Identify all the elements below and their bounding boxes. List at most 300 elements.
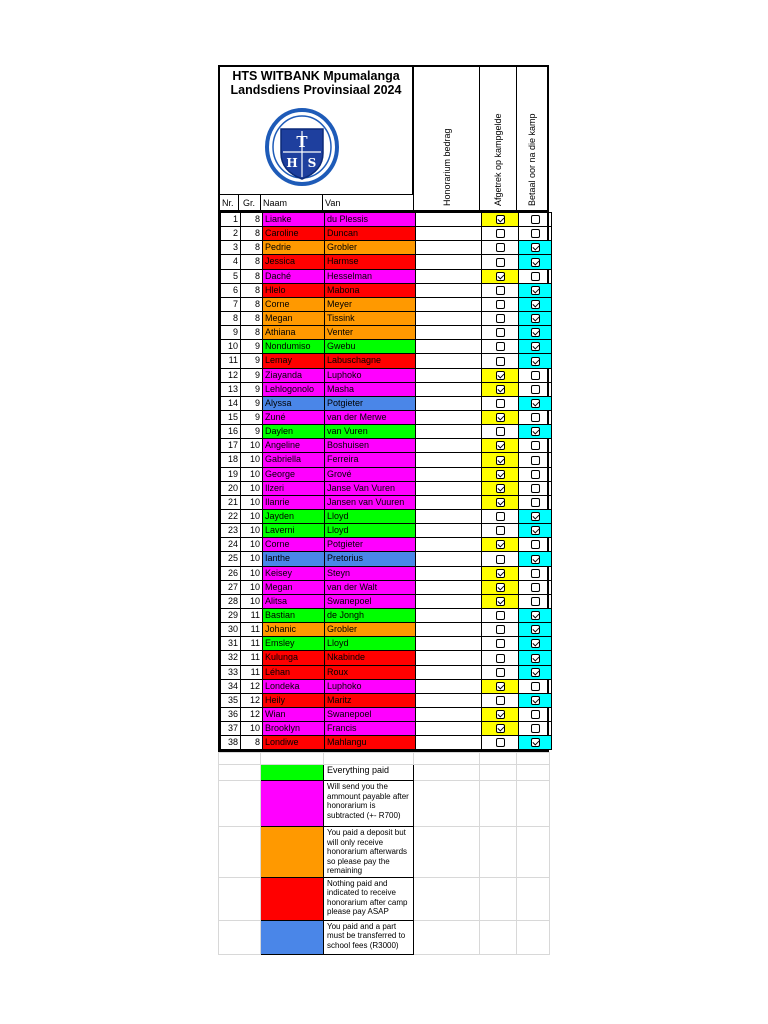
betaal-checkbox[interactable] bbox=[531, 639, 540, 648]
row-number-cell: 28 bbox=[221, 594, 241, 608]
betaal-checkbox[interactable] bbox=[531, 456, 540, 465]
afgetrek-checkbox[interactable] bbox=[496, 654, 505, 663]
row-number-cell: 9 bbox=[221, 326, 241, 340]
table-row bbox=[221, 538, 552, 552]
grade-cell: 10 bbox=[241, 481, 263, 495]
betaal-checkbox[interactable] bbox=[531, 668, 540, 677]
afgetrek-checkbox[interactable] bbox=[496, 243, 505, 252]
row-number-cell: 24 bbox=[221, 538, 241, 552]
legend-blank-cell bbox=[414, 877, 480, 920]
legend-row bbox=[219, 765, 550, 781]
row-number-cell: 38 bbox=[221, 736, 241, 750]
first-name-cell: Ziayanda bbox=[263, 368, 325, 382]
afgetrek-cell bbox=[482, 382, 519, 396]
honorarium-cell bbox=[416, 608, 482, 622]
betaal-cell bbox=[519, 495, 552, 509]
afgetrek-checkbox[interactable] bbox=[496, 456, 505, 465]
afgetrek-checkbox[interactable] bbox=[496, 724, 505, 733]
honorarium-cell bbox=[416, 368, 482, 382]
afgetrek-checkbox[interactable] bbox=[496, 569, 505, 578]
afgetrek-cell bbox=[482, 495, 519, 509]
honorarium-cell bbox=[416, 623, 482, 637]
betaal-checkbox[interactable] bbox=[531, 385, 540, 394]
grade-cell: 10 bbox=[241, 580, 263, 594]
surname-cell: Lloyd bbox=[325, 524, 416, 538]
betaal-cell bbox=[519, 340, 552, 354]
afgetrek-cell bbox=[482, 608, 519, 622]
grade-cell: 10 bbox=[241, 552, 263, 566]
table-row bbox=[221, 722, 552, 736]
afgetrek-checkbox[interactable] bbox=[496, 470, 505, 479]
surname-cell: Grobler bbox=[325, 623, 416, 637]
honorarium-cell bbox=[416, 311, 482, 325]
table-row bbox=[221, 297, 552, 311]
table-row bbox=[221, 736, 552, 750]
first-name-cell: Keisey bbox=[263, 566, 325, 580]
afgetrek-checkbox[interactable] bbox=[496, 258, 505, 267]
table-row bbox=[221, 594, 552, 608]
surname-cell: Ferreira bbox=[325, 453, 416, 467]
afgetrek-cell bbox=[482, 410, 519, 424]
betaal-checkbox[interactable] bbox=[531, 258, 540, 267]
first-name-cell: Athiana bbox=[263, 326, 325, 340]
row-number-cell: 6 bbox=[221, 283, 241, 297]
surname-cell: Mabona bbox=[325, 283, 416, 297]
honorarium-cell bbox=[416, 566, 482, 580]
first-name-cell: Ilanrie bbox=[263, 495, 325, 509]
title-block bbox=[218, 65, 413, 194]
betaal-cell bbox=[519, 439, 552, 453]
afgetrek-checkbox[interactable] bbox=[496, 371, 505, 380]
betaal-checkbox[interactable] bbox=[531, 342, 540, 351]
afgetrek-checkbox[interactable] bbox=[496, 286, 505, 295]
afgetrek-checkbox[interactable] bbox=[496, 498, 505, 507]
table-row bbox=[221, 495, 552, 509]
afgetrek-checkbox[interactable] bbox=[496, 342, 505, 351]
honorarium-cell bbox=[416, 665, 482, 679]
betaal-cell bbox=[519, 283, 552, 297]
betaal-checkbox[interactable] bbox=[531, 625, 540, 634]
honorarium-cell bbox=[416, 269, 482, 283]
table-row bbox=[221, 509, 552, 523]
legend-blank-cell bbox=[517, 920, 550, 954]
betaal-checkbox[interactable] bbox=[531, 399, 540, 408]
betaal-checkbox[interactable] bbox=[531, 328, 540, 337]
afgetrek-checkbox[interactable] bbox=[496, 385, 505, 394]
col-label-gr: Gr. bbox=[238, 194, 260, 210]
legend-blank-cell bbox=[517, 877, 550, 920]
legend-row bbox=[219, 827, 550, 878]
afgetrek-checkbox[interactable] bbox=[496, 441, 505, 450]
betaal-checkbox[interactable] bbox=[531, 498, 540, 507]
betaal-checkbox[interactable] bbox=[531, 597, 540, 606]
row-number-cell: 27 bbox=[221, 580, 241, 594]
afgetrek-cell bbox=[482, 693, 519, 707]
betaal-checkbox[interactable] bbox=[531, 484, 540, 493]
afgetrek-checkbox[interactable] bbox=[496, 682, 505, 691]
first-name-cell: Jessica bbox=[263, 255, 325, 269]
row-number-cell: 33 bbox=[221, 665, 241, 679]
betaal-cell bbox=[519, 326, 552, 340]
afgetrek-cell bbox=[482, 538, 519, 552]
surname-cell: Labuschagne bbox=[325, 354, 416, 368]
first-name-cell: Megan bbox=[263, 311, 325, 325]
first-name-cell: Jayden bbox=[263, 509, 325, 523]
legend-blank-cell bbox=[414, 920, 480, 954]
first-name-cell: Nondumiso bbox=[263, 340, 325, 354]
sheet-subtitle: Landsdiens Provinsiaal 2024 bbox=[230, 83, 402, 97]
afgetrek-cell bbox=[482, 665, 519, 679]
betaal-cell bbox=[519, 241, 552, 255]
first-name-cell: Corne bbox=[263, 297, 325, 311]
betaal-cell bbox=[519, 552, 552, 566]
honorarium-cell bbox=[416, 227, 482, 241]
first-name-cell: Londiwe bbox=[263, 736, 325, 750]
legend-swatch bbox=[261, 920, 324, 954]
betaal-checkbox[interactable] bbox=[531, 229, 540, 238]
afgetrek-checkbox[interactable] bbox=[496, 639, 505, 648]
legend-text: You paid a deposit but will only receive honorarium afterwards so please pay the remaining bbox=[324, 827, 414, 878]
betaal-cell bbox=[519, 396, 552, 410]
afgetrek-checkbox[interactable] bbox=[496, 583, 505, 592]
afgetrek-cell bbox=[482, 552, 519, 566]
afgetrek-cell bbox=[482, 623, 519, 637]
row-number-cell: 14 bbox=[221, 396, 241, 410]
legend-blank-cell bbox=[414, 781, 480, 827]
surname-cell: Steyn bbox=[325, 566, 416, 580]
afgetrek-checkbox[interactable] bbox=[496, 300, 505, 309]
betaal-checkbox[interactable] bbox=[531, 300, 540, 309]
legend-text: Nothing paid and indicated to receive honorarium after camp please pay ASAP bbox=[324, 877, 414, 920]
honorarium-cell bbox=[416, 326, 482, 340]
grade-cell: 8 bbox=[241, 213, 263, 227]
table-row bbox=[221, 693, 552, 707]
betaal-cell bbox=[519, 665, 552, 679]
surname-cell: Grové bbox=[325, 467, 416, 481]
table-row bbox=[221, 651, 552, 665]
legend-blank-cell bbox=[480, 781, 517, 827]
table-row bbox=[221, 552, 552, 566]
first-name-cell: Wian bbox=[263, 707, 325, 721]
betaal-checkbox[interactable] bbox=[531, 272, 540, 281]
afgetrek-checkbox[interactable] bbox=[496, 555, 505, 564]
surname-cell: Potgieter bbox=[325, 538, 416, 552]
afgetrek-checkbox[interactable] bbox=[496, 484, 505, 493]
first-name-cell: Daché bbox=[263, 269, 325, 283]
grade-cell: 8 bbox=[241, 297, 263, 311]
betaal-checkbox[interactable] bbox=[531, 470, 540, 479]
betaal-checkbox[interactable] bbox=[531, 286, 540, 295]
legend-row bbox=[219, 920, 550, 954]
legend-blank-cell bbox=[219, 753, 261, 765]
row-number-cell: 26 bbox=[221, 566, 241, 580]
betaal-checkbox[interactable] bbox=[531, 696, 540, 705]
grade-cell: 10 bbox=[241, 594, 263, 608]
betaal-cell bbox=[519, 255, 552, 269]
betaal-checkbox[interactable] bbox=[531, 540, 540, 549]
table-row bbox=[221, 608, 552, 622]
row-number-cell: 2 bbox=[221, 227, 241, 241]
betaal-checkbox[interactable] bbox=[531, 215, 540, 224]
first-name-cell: Angeline bbox=[263, 439, 325, 453]
row-number-cell: 17 bbox=[221, 439, 241, 453]
grade-cell: 10 bbox=[241, 509, 263, 523]
legend-text: You paid and a part must be transferred to school fees (R3000) bbox=[324, 920, 414, 954]
roster-table-frame bbox=[218, 210, 549, 752]
honorarium-cell bbox=[416, 679, 482, 693]
honorarium-cell bbox=[416, 495, 482, 509]
svg-text:T: T bbox=[296, 133, 308, 151]
afgetrek-cell bbox=[482, 637, 519, 651]
svg-text:H: H bbox=[286, 156, 298, 170]
afgetrek-cell bbox=[482, 736, 519, 750]
afgetrek-checkbox[interactable] bbox=[496, 229, 505, 238]
honorarium-cell bbox=[416, 439, 482, 453]
first-name-cell: Corne bbox=[263, 538, 325, 552]
afgetrek-checkbox[interactable] bbox=[496, 526, 505, 535]
table-row bbox=[221, 665, 552, 679]
row-number-cell: 18 bbox=[221, 453, 241, 467]
legend-blank-cell bbox=[414, 753, 480, 765]
afgetrek-checkbox[interactable] bbox=[496, 272, 505, 281]
row-number-cell: 32 bbox=[221, 651, 241, 665]
table-row bbox=[221, 481, 552, 495]
honorarium-cell bbox=[416, 651, 482, 665]
first-name-cell: Laverni bbox=[263, 524, 325, 538]
legend-blank-cell bbox=[517, 753, 550, 765]
surname-cell: Francis bbox=[325, 722, 416, 736]
afgetrek-checkbox[interactable] bbox=[496, 512, 505, 521]
first-name-cell: Heily bbox=[263, 693, 325, 707]
afgetrek-cell bbox=[482, 524, 519, 538]
first-name-cell: Megan bbox=[263, 580, 325, 594]
first-name-cell: Lianke bbox=[263, 213, 325, 227]
surname-cell: Swanepoel bbox=[325, 594, 416, 608]
honorarium-cell bbox=[416, 594, 482, 608]
col-label-naam: Naam bbox=[260, 194, 322, 210]
betaal-cell bbox=[519, 707, 552, 721]
betaal-checkbox[interactable] bbox=[531, 526, 540, 535]
afgetrek-checkbox[interactable] bbox=[496, 215, 505, 224]
legend-swatch bbox=[261, 765, 324, 781]
afgetrek-cell bbox=[482, 566, 519, 580]
table-row bbox=[221, 368, 552, 382]
surname-cell: van Vuren bbox=[325, 425, 416, 439]
betaal-cell bbox=[519, 722, 552, 736]
legend-swatch bbox=[261, 827, 324, 878]
betaal-checkbox[interactable] bbox=[531, 357, 540, 366]
surname-cell: Boshuisen bbox=[325, 439, 416, 453]
afgetrek-checkbox[interactable] bbox=[496, 427, 505, 436]
surname-cell: Luphoko bbox=[325, 368, 416, 382]
grade-cell: 10 bbox=[241, 524, 263, 538]
first-name-cell: Lehlogonolo bbox=[263, 382, 325, 396]
first-name-cell: Daylen bbox=[263, 425, 325, 439]
row-number-cell: 25 bbox=[221, 552, 241, 566]
afgetrek-cell bbox=[482, 213, 519, 227]
afgetrek-checkbox[interactable] bbox=[496, 357, 505, 366]
betaal-cell bbox=[519, 608, 552, 622]
first-name-cell: Gabriella bbox=[263, 453, 325, 467]
afgetrek-cell bbox=[482, 297, 519, 311]
first-name-cell: Londeka bbox=[263, 679, 325, 693]
first-name-cell: Zuné bbox=[263, 410, 325, 424]
legend-blank-cell bbox=[517, 765, 550, 781]
afgetrek-checkbox[interactable] bbox=[496, 413, 505, 422]
grade-cell: 11 bbox=[241, 637, 263, 651]
table-row bbox=[221, 354, 552, 368]
first-name-cell: Pedrie bbox=[263, 241, 325, 255]
afgetrek-checkbox[interactable] bbox=[496, 668, 505, 677]
betaal-cell bbox=[519, 679, 552, 693]
table-row bbox=[221, 340, 552, 354]
afgetrek-cell bbox=[482, 439, 519, 453]
honorarium-cell bbox=[416, 637, 482, 651]
betaal-checkbox[interactable] bbox=[531, 654, 540, 663]
honorarium-cell bbox=[416, 340, 482, 354]
betaal-cell bbox=[519, 637, 552, 651]
table-row bbox=[221, 311, 552, 325]
surname-cell: Jansen van Vuuren bbox=[325, 495, 416, 509]
surname-cell: van der Merwe bbox=[325, 410, 416, 424]
legend-spacer-row bbox=[219, 753, 550, 765]
row-number-cell: 4 bbox=[221, 255, 241, 269]
afgetrek-cell bbox=[482, 679, 519, 693]
betaal-checkbox[interactable] bbox=[531, 710, 540, 719]
legend-blank-cell bbox=[480, 765, 517, 781]
honorarium-cell bbox=[416, 425, 482, 439]
row-number-cell: 10 bbox=[221, 340, 241, 354]
honorarium-cell bbox=[416, 382, 482, 396]
afgetrek-checkbox[interactable] bbox=[496, 540, 505, 549]
grade-cell: 10 bbox=[241, 439, 263, 453]
betaal-checkbox[interactable] bbox=[531, 413, 540, 422]
surname-cell: Maritz bbox=[325, 693, 416, 707]
row-number-cell: 35 bbox=[221, 693, 241, 707]
surname-cell: Potgieter bbox=[325, 396, 416, 410]
betaal-checkbox[interactable] bbox=[531, 611, 540, 620]
betaal-checkbox[interactable] bbox=[531, 243, 540, 252]
honorarium-cell bbox=[416, 736, 482, 750]
row-number-cell: 13 bbox=[221, 382, 241, 396]
col-header-honorarium-label: Honorarium bedrag bbox=[441, 128, 452, 206]
table-row bbox=[221, 396, 552, 410]
betaal-checkbox[interactable] bbox=[531, 555, 540, 564]
grade-cell: 11 bbox=[241, 623, 263, 637]
row-number-cell: 29 bbox=[221, 608, 241, 622]
afgetrek-checkbox[interactable] bbox=[496, 738, 505, 747]
betaal-cell bbox=[519, 524, 552, 538]
legend-blank-cell bbox=[324, 753, 414, 765]
grade-cell: 12 bbox=[241, 679, 263, 693]
legend-text: Everything paid bbox=[324, 765, 414, 781]
first-name-cell: Caroline bbox=[263, 227, 325, 241]
row-number-cell: 11 bbox=[221, 354, 241, 368]
first-name-cell: Alitsa bbox=[263, 594, 325, 608]
afgetrek-checkbox[interactable] bbox=[496, 597, 505, 606]
afgetrek-cell bbox=[482, 509, 519, 523]
afgetrek-cell bbox=[482, 283, 519, 297]
table-row bbox=[221, 637, 552, 651]
surname-cell: Gwebu bbox=[325, 340, 416, 354]
afgetrek-checkbox[interactable] bbox=[496, 696, 505, 705]
afgetrek-checkbox[interactable] bbox=[496, 399, 505, 408]
surname-cell: Lloyd bbox=[325, 509, 416, 523]
grade-cell: 10 bbox=[241, 566, 263, 580]
honorarium-cell bbox=[416, 453, 482, 467]
betaal-checkbox[interactable] bbox=[531, 569, 540, 578]
betaal-checkbox[interactable] bbox=[531, 427, 540, 436]
table-row bbox=[221, 707, 552, 721]
legend-blank-cell bbox=[219, 827, 261, 878]
afgetrek-checkbox[interactable] bbox=[496, 611, 505, 620]
grade-cell: 11 bbox=[241, 665, 263, 679]
col-label-nr: Nr. bbox=[218, 194, 238, 210]
table-row bbox=[221, 227, 552, 241]
grade-cell: 9 bbox=[241, 396, 263, 410]
betaal-cell bbox=[519, 410, 552, 424]
afgetrek-checkbox[interactable] bbox=[496, 314, 505, 323]
honorarium-cell bbox=[416, 524, 482, 538]
surname-cell: Hesselman bbox=[325, 269, 416, 283]
honorarium-cell bbox=[416, 297, 482, 311]
betaal-checkbox[interactable] bbox=[531, 512, 540, 521]
row-number-cell: 19 bbox=[221, 467, 241, 481]
honorarium-cell bbox=[416, 467, 482, 481]
betaal-checkbox[interactable] bbox=[531, 441, 540, 450]
svg-text:S: S bbox=[307, 156, 317, 170]
afgetrek-checkbox[interactable] bbox=[496, 328, 505, 337]
legend-blank-cell bbox=[480, 753, 517, 765]
grade-cell: 8 bbox=[241, 326, 263, 340]
betaal-checkbox[interactable] bbox=[531, 583, 540, 592]
afgetrek-checkbox[interactable] bbox=[496, 625, 505, 634]
surname-cell: Luphoko bbox=[325, 679, 416, 693]
afgetrek-cell bbox=[482, 227, 519, 241]
table-row bbox=[221, 326, 552, 340]
surname-cell: Meyer bbox=[325, 297, 416, 311]
betaal-checkbox[interactable] bbox=[531, 738, 540, 747]
grade-cell: 8 bbox=[241, 227, 263, 241]
afgetrek-checkbox[interactable] bbox=[496, 710, 505, 719]
betaal-cell bbox=[519, 311, 552, 325]
betaal-checkbox[interactable] bbox=[531, 314, 540, 323]
table-row bbox=[221, 425, 552, 439]
betaal-checkbox[interactable] bbox=[531, 682, 540, 691]
grade-cell: 9 bbox=[241, 340, 263, 354]
honorarium-cell bbox=[416, 509, 482, 523]
row-number-cell: 21 bbox=[221, 495, 241, 509]
table-row bbox=[221, 410, 552, 424]
betaal-checkbox[interactable] bbox=[531, 371, 540, 380]
betaal-cell bbox=[519, 566, 552, 580]
grade-cell: 11 bbox=[241, 651, 263, 665]
afgetrek-cell bbox=[482, 425, 519, 439]
surname-cell: Masha bbox=[325, 382, 416, 396]
honorarium-cell bbox=[416, 707, 482, 721]
honorarium-cell bbox=[416, 481, 482, 495]
table-row bbox=[221, 524, 552, 538]
afgetrek-cell bbox=[482, 269, 519, 283]
betaal-checkbox[interactable] bbox=[531, 724, 540, 733]
betaal-cell bbox=[519, 594, 552, 608]
betaal-cell bbox=[519, 425, 552, 439]
afgetrek-cell bbox=[482, 368, 519, 382]
surname-cell: Nkabinde bbox=[325, 651, 416, 665]
honorarium-cell bbox=[416, 283, 482, 297]
table-row bbox=[221, 382, 552, 396]
row-number-cell: 3 bbox=[221, 241, 241, 255]
